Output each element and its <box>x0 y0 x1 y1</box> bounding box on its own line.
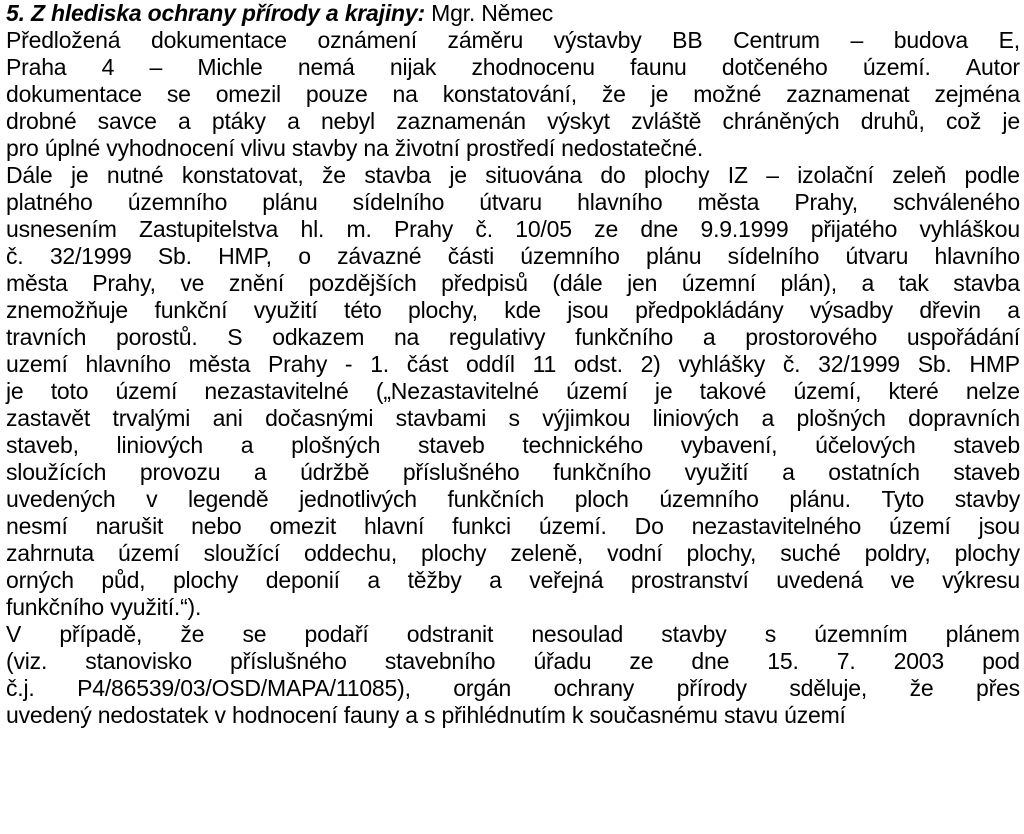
word: liniových <box>652 405 740 431</box>
word: nemá <box>297 54 355 80</box>
word: situována <box>485 162 582 188</box>
text-line <box>6 108 1020 135</box>
word: ze <box>594 216 619 242</box>
word: staveb, <box>6 432 79 458</box>
word: se <box>242 621 267 647</box>
word: plánu <box>262 189 318 215</box>
section-author: Mgr. Němec <box>424 0 554 26</box>
word: nezastavitelné <box>204 378 349 404</box>
word: poldry, <box>864 540 931 566</box>
word: výstavby <box>553 27 642 53</box>
word: které <box>888 378 939 404</box>
word: sloužící <box>203 540 280 566</box>
word: hlavní <box>363 513 425 539</box>
word: uzemí <box>6 351 68 377</box>
word: sídelního <box>352 189 445 215</box>
word: stavba <box>953 270 1020 296</box>
word: orgán <box>453 675 512 701</box>
text-line <box>6 27 1020 54</box>
word: usnesením <box>6 216 117 242</box>
word: využití <box>684 459 749 485</box>
word: podaří <box>304 621 369 647</box>
word: Sb. <box>157 243 192 269</box>
word: prostorového <box>745 324 878 350</box>
word: Tyto <box>881 486 925 512</box>
word: Autor <box>965 54 1020 80</box>
word: vybavení, <box>680 432 778 458</box>
word: je <box>1002 108 1020 134</box>
word: o <box>298 243 311 269</box>
word: ani <box>212 405 243 431</box>
word: drobné <box>6 108 77 134</box>
word: plošných <box>796 405 886 431</box>
word: zejména <box>934 81 1020 107</box>
word: HMP <box>969 351 1020 377</box>
word: č. <box>475 216 493 242</box>
text-line <box>6 297 1020 324</box>
text-line <box>6 162 1020 189</box>
word: m. <box>346 216 372 242</box>
word: oddíl <box>465 351 515 377</box>
word: HMP, <box>218 243 272 269</box>
word: na <box>393 324 420 350</box>
word: prostranství <box>630 567 749 593</box>
word: schváleného <box>892 189 1020 215</box>
word: stavby <box>954 486 1020 512</box>
word: dokumentace <box>6 81 142 107</box>
word: platného <box>6 189 93 215</box>
word: znemožňuje <box>6 297 129 323</box>
word: oznámení <box>317 27 417 53</box>
text-line: uvedený nedostatek v hodnocení fauny a s přihlédnutím k současnému stavu území <box>6 702 846 728</box>
word: výkresu <box>942 567 1020 593</box>
word: nesmí <box>6 513 68 539</box>
word: pouze <box>305 81 368 107</box>
word: faunu <box>630 54 687 80</box>
document-page <box>6 0 1020 729</box>
word: hlavního <box>85 351 171 377</box>
word: dřevin <box>919 297 981 323</box>
word: nelze <box>965 378 1020 404</box>
word: plánu <box>646 243 702 269</box>
text-line: funkčního využití.“). <box>6 594 202 620</box>
word: 11 <box>532 351 557 377</box>
word: sděluje, <box>789 675 868 701</box>
word: využití <box>253 297 318 323</box>
word: přírody <box>676 675 747 701</box>
word: příslušného <box>402 459 520 485</box>
word: území <box>117 540 180 566</box>
word: Prahy, <box>794 189 858 215</box>
word: jsou <box>567 297 609 323</box>
word: s <box>508 405 520 431</box>
word: Předložená <box>6 27 121 53</box>
word: vyhláškou <box>919 216 1020 242</box>
word: hlavního <box>577 189 663 215</box>
word: stavebního <box>384 648 496 674</box>
word: předpokládány <box>635 297 784 323</box>
word: 4 <box>101 54 115 80</box>
word: závazné <box>337 243 422 269</box>
word: a <box>861 270 875 296</box>
word: nijak <box>389 54 437 80</box>
word: a <box>761 405 775 431</box>
word: nebyl <box>320 108 375 134</box>
word: územním <box>814 621 908 647</box>
word: jednotlivých <box>299 486 417 512</box>
word: Do <box>634 513 664 539</box>
word: města <box>697 189 760 215</box>
word: 2) <box>640 351 661 377</box>
word: že <box>601 81 626 107</box>
word: plochy <box>644 162 710 188</box>
word: deponií <box>265 567 340 593</box>
word: Centrum <box>733 27 820 53</box>
text-line <box>6 648 1020 675</box>
word: trvalými <box>112 405 191 431</box>
word: Prahy <box>268 351 328 377</box>
word: ptáky <box>211 108 266 134</box>
word: že <box>909 675 934 701</box>
word: 9.9.1999 <box>700 216 789 242</box>
word: účelových <box>815 432 916 458</box>
word: této <box>344 297 382 323</box>
word: jen <box>627 270 658 296</box>
word: č.j. <box>6 675 35 701</box>
word: – <box>766 162 779 188</box>
word: půd, <box>101 567 146 593</box>
word: druhů, <box>860 108 925 134</box>
word: ve <box>890 567 915 593</box>
text-line <box>6 459 1020 486</box>
text-line <box>6 540 1020 567</box>
word: E, <box>998 27 1020 53</box>
word: jsou <box>978 513 1020 539</box>
word: nesoulad <box>531 621 624 647</box>
word: dne <box>691 648 730 674</box>
word: vyhlášky <box>678 351 766 377</box>
word: že <box>180 621 205 647</box>
text-line <box>6 486 1020 513</box>
word: stanovisko <box>85 648 192 674</box>
text-line <box>6 324 1020 351</box>
text-line <box>6 432 1020 459</box>
word: technického <box>522 432 643 458</box>
word: č. <box>782 351 801 377</box>
word: Sb. <box>917 351 952 377</box>
word: uvedených <box>6 486 116 512</box>
word: těžby <box>407 567 462 593</box>
word: BB <box>672 27 703 53</box>
text-line <box>6 54 1020 81</box>
word: plochy <box>954 540 1020 566</box>
word: 32/1999 <box>49 243 132 269</box>
word: předpisů <box>441 270 528 296</box>
word: podle <box>964 162 1020 188</box>
text-line <box>6 621 1020 648</box>
word: Zastupitelstva <box>139 216 279 242</box>
word: Prahy, <box>92 270 156 296</box>
word: stavby <box>661 621 727 647</box>
word: plánu. <box>789 486 851 512</box>
word: staveb <box>418 432 485 458</box>
section-heading: 5. Z hlediska ochrany přírody a krajiny: <box>6 0 425 26</box>
word: plošných <box>291 432 381 458</box>
word: území <box>115 378 178 404</box>
text-line <box>6 243 1020 270</box>
word: hlavního <box>934 243 1020 269</box>
word: plán), <box>780 270 837 296</box>
word: výskyt <box>547 108 610 134</box>
word: záměru <box>447 27 524 53</box>
word: staveb <box>953 459 1020 485</box>
word: města <box>188 351 251 377</box>
word: je <box>650 81 669 107</box>
word: omezit <box>269 513 337 539</box>
word: území, <box>793 378 862 404</box>
word: a <box>253 459 267 485</box>
word: dočasnými <box>265 405 374 431</box>
word: a <box>489 567 502 593</box>
word: ploch <box>574 486 629 512</box>
word: oddechu, <box>303 540 398 566</box>
text-line <box>6 378 1020 405</box>
word: území <box>889 513 951 539</box>
word: staveb <box>953 432 1020 458</box>
text-line <box>6 513 1020 540</box>
word: Dále <box>6 162 53 188</box>
word: provozu <box>139 459 221 485</box>
word: hl. <box>300 216 325 242</box>
text-line <box>6 351 1020 378</box>
word: ochrany <box>553 675 635 701</box>
word: údržbě <box>300 459 370 485</box>
word: je <box>70 162 89 188</box>
word: funkční <box>154 297 228 323</box>
word: V <box>6 621 22 647</box>
word: územního <box>659 486 759 512</box>
word: funkčního <box>575 324 674 350</box>
word: („Nezastavitelné <box>375 378 539 404</box>
word: zastavět <box>6 405 91 431</box>
word: a <box>702 324 716 350</box>
text-line <box>6 567 1020 594</box>
word: útvaru <box>845 243 909 269</box>
word: zeleně, <box>510 540 584 566</box>
word: IZ <box>727 162 748 188</box>
word: pozdějších <box>308 270 417 296</box>
word: je <box>654 378 673 404</box>
word: je <box>449 162 467 188</box>
word: možné <box>693 81 762 107</box>
text-line <box>6 405 1020 432</box>
word: úřadu <box>533 648 592 674</box>
word: útvaru <box>479 189 543 215</box>
word: územního <box>127 189 228 215</box>
word: sloužících <box>6 459 107 485</box>
word: a <box>287 108 300 134</box>
word: výjimkou <box>542 405 631 431</box>
word: zhodnocenu <box>471 54 595 80</box>
word: případě, <box>59 621 143 647</box>
word: orných <box>6 567 74 593</box>
word: kde <box>504 297 541 323</box>
word: v <box>146 486 158 512</box>
word: dokumentace <box>150 27 287 53</box>
word: části <box>447 243 494 269</box>
word: je <box>6 378 24 404</box>
word: a <box>240 432 254 458</box>
word: území <box>566 378 628 404</box>
word: 7. <box>836 648 856 674</box>
text-line <box>6 216 1020 243</box>
word: území. <box>538 513 607 539</box>
word: Prahy <box>394 216 454 242</box>
word: a <box>782 459 795 485</box>
word: omezil <box>215 81 281 107</box>
word: vodní <box>607 540 663 566</box>
text-line: pro úplné vyhodnocení vlivu stavby na životní prostředí nedostatečné. <box>6 135 704 161</box>
word: se <box>166 81 191 107</box>
word: porostů. <box>116 324 198 350</box>
word: uvedená <box>776 567 864 593</box>
word: toto <box>50 378 89 404</box>
word: odkazem <box>272 324 365 350</box>
word: P4/86539/03/OSD/MAPA/11085), <box>77 675 411 701</box>
word: tak <box>898 270 929 296</box>
word: suché <box>780 540 841 566</box>
word: znění <box>228 270 285 296</box>
word: odst. <box>573 351 623 377</box>
word: dopravních <box>908 405 1020 431</box>
word: Michle <box>197 54 263 80</box>
word: stavba <box>364 162 431 188</box>
word: regulativy <box>448 324 546 350</box>
word: odstranit <box>406 621 494 647</box>
word: travních <box>6 324 87 350</box>
word: města <box>6 270 68 296</box>
word: izolační <box>797 162 874 188</box>
word: S <box>227 324 243 350</box>
word: přijatého <box>810 216 898 242</box>
word: zeleň <box>892 162 947 188</box>
word: – <box>149 54 163 80</box>
word: (viz. <box>6 648 48 674</box>
word: což <box>945 108 982 134</box>
word: takové <box>699 378 767 404</box>
word: pod <box>982 648 1020 674</box>
word: plochy <box>421 540 487 566</box>
word: 32/1999 <box>818 351 900 377</box>
word: legendě <box>187 486 269 512</box>
word: plochy, <box>686 540 757 566</box>
text-line <box>6 675 1020 702</box>
word: zaznamenán <box>396 108 526 134</box>
word: na <box>392 81 418 107</box>
word: konstatování, <box>442 81 577 107</box>
word: zaznamenat <box>786 81 910 107</box>
word: – <box>850 27 864 53</box>
word: konstatovat, <box>181 162 304 188</box>
section-heading-line <box>6 0 1020 27</box>
word: savce <box>97 108 157 134</box>
word: přes <box>976 675 1020 701</box>
word: sídelního <box>727 243 820 269</box>
word: Praha <box>6 54 67 80</box>
word: dne <box>640 216 679 242</box>
word: zahrnuta <box>6 540 94 566</box>
word: plochy <box>172 567 239 593</box>
word: nutné <box>106 162 164 188</box>
word: do <box>600 162 626 188</box>
word: stavbami <box>395 405 487 431</box>
word: č. <box>6 243 24 269</box>
text-line <box>6 270 1020 297</box>
word: a <box>1007 297 1020 323</box>
word: ze <box>629 648 654 674</box>
word: - <box>344 351 353 377</box>
word: s <box>764 621 777 647</box>
word: uspořádání <box>906 324 1020 350</box>
word: nebo <box>191 513 242 539</box>
text-line <box>6 81 1020 108</box>
word: příslušného <box>230 648 347 674</box>
word: územního <box>520 243 620 269</box>
word: chráněných <box>722 108 840 134</box>
word: část <box>406 351 449 377</box>
word: veřejná <box>529 567 604 593</box>
word: výsadby <box>809 297 893 323</box>
word: funkci <box>452 513 511 539</box>
word: a <box>367 567 381 593</box>
word: území. <box>862 54 931 80</box>
word: zvláště <box>631 108 702 134</box>
word: 2003 <box>893 648 944 674</box>
body-text <box>6 27 1020 729</box>
word: 15. <box>767 648 799 674</box>
word: plochy, <box>408 297 478 323</box>
word: 1. <box>370 351 389 377</box>
word: plánem <box>945 621 1020 647</box>
word: nezastavitelného <box>691 513 862 539</box>
word: narušit <box>95 513 164 539</box>
word: že <box>321 162 346 188</box>
word: (dále <box>552 270 603 296</box>
word: funkčních <box>447 486 545 512</box>
word: liniových <box>116 432 203 458</box>
text-line <box>6 189 1020 216</box>
word: 10/05 <box>515 216 572 242</box>
word: a <box>178 108 191 134</box>
word: územní <box>681 270 756 296</box>
word: ostatních <box>828 459 920 485</box>
word: ve <box>180 270 205 296</box>
word: budova <box>893 27 968 53</box>
word: dotčeného <box>721 54 828 80</box>
word: funkčního <box>553 459 652 485</box>
